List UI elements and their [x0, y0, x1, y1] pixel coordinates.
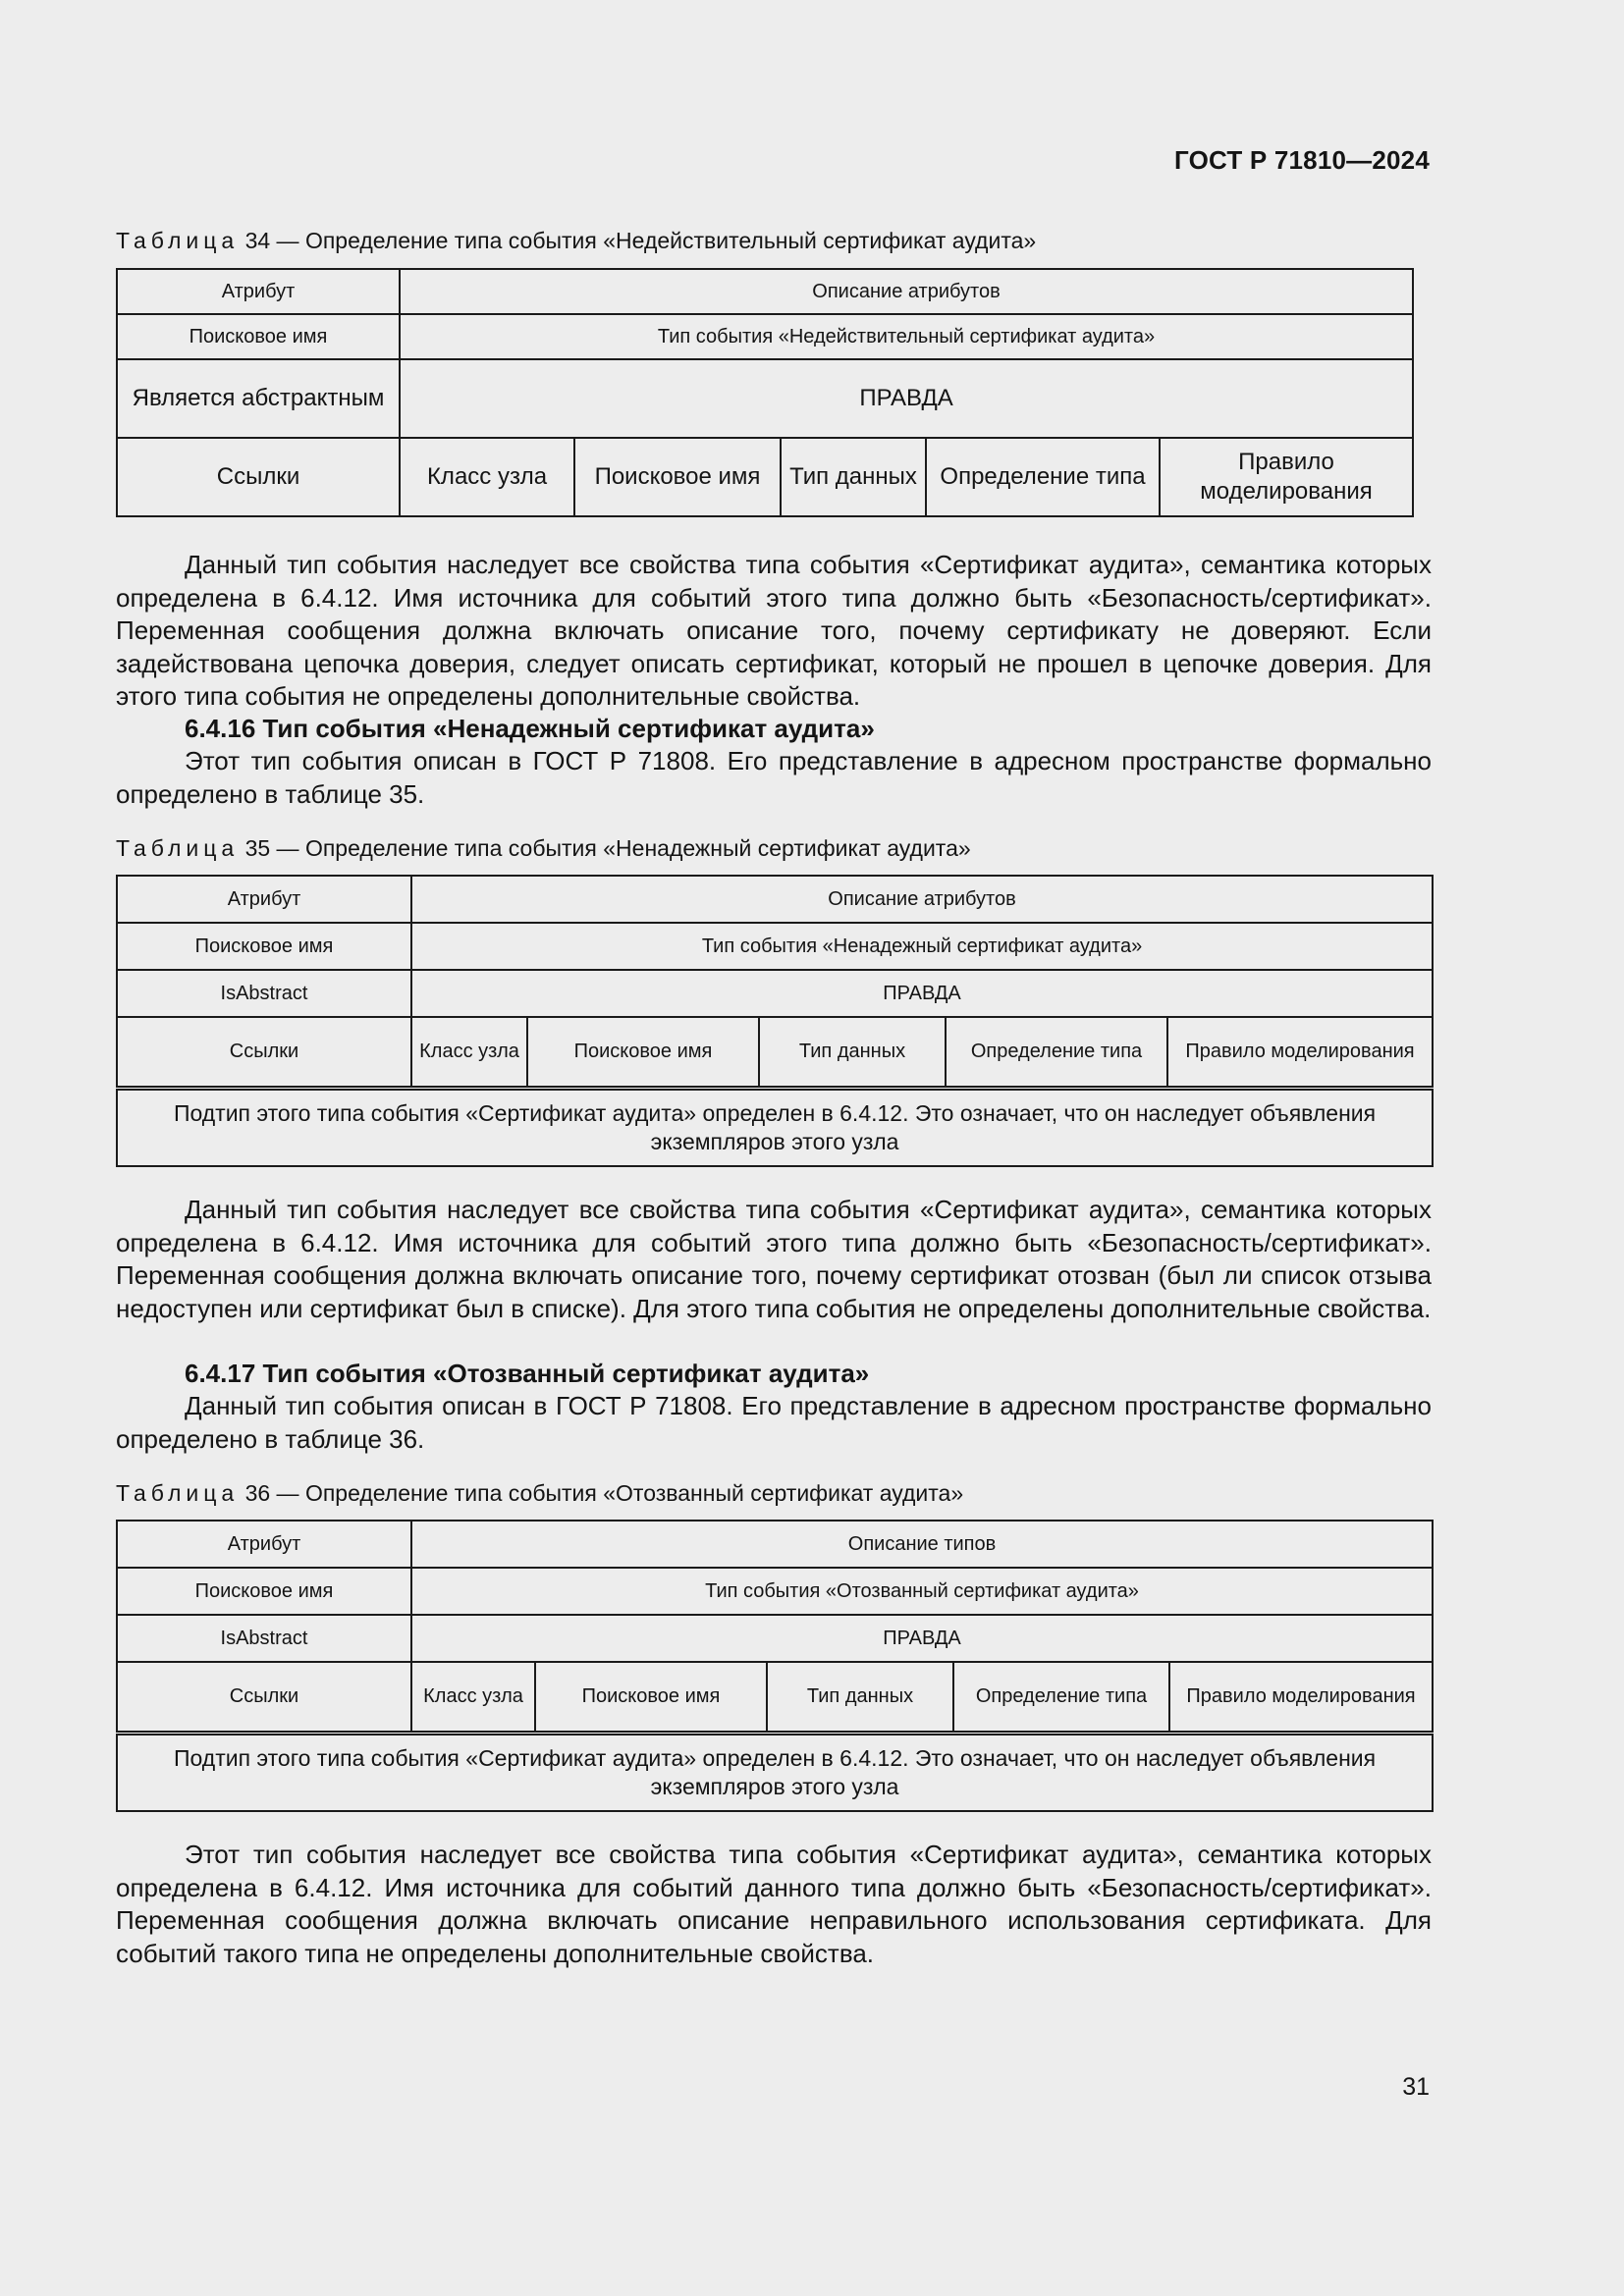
table34-ref-datatype: Тип данных	[781, 438, 926, 516]
table35-ref-nodeclass: Класс узла	[411, 1017, 527, 1088]
paragraph-2-text: Этот тип события описан в ГОСТ Р 71808. Его представление в адресном пространстве формально определено в таблице 35.	[116, 746, 1432, 809]
table36-abstract-value: ПРАВДА	[411, 1615, 1433, 1662]
table36-attr-header: Атрибут	[117, 1521, 411, 1568]
paragraph-3	[116, 1194, 1432, 1325]
table34-ref-modelling: Правило моделирования	[1160, 438, 1413, 516]
table35-caption	[116, 835, 971, 862]
table34-caption	[116, 228, 1036, 254]
table34-desc-header: Описание атрибутов	[400, 269, 1413, 314]
table35-attr-header: Атрибут	[117, 876, 411, 923]
table35-desc-header: Описание атрибутов	[411, 876, 1433, 923]
table35-caption-text: 35 — Определение типа события «Ненадежный сертификат аудита»	[244, 835, 971, 861]
table36-caption-text: 36 — Определение типа события «Отозванный сертификат аудита»	[244, 1480, 964, 1506]
table35-abstract-label: IsAbstract	[117, 970, 411, 1017]
paragraph-1-text: Данный тип события наследует все свойства типа события «Сертификат аудита», семантика которых определена в 6.4.12. Имя источника для событий этого типа должно быть «Безопасность/сертификат». Переменная сообщения должна включать описание того, почему сертификату не доверяют. Если задействована цепочка доверия, следует описать сертификат, который не прошел в цепочке доверия. Для этого типа события не определены дополнительные свойства.	[116, 550, 1432, 711]
table35-ref-modelling: Правило моделирования	[1167, 1017, 1433, 1088]
table36	[116, 1520, 1434, 1812]
table36-browse-value: Тип события «Отозванный сертификат аудита»	[411, 1568, 1433, 1615]
table35-ref-browsename: Поисковое имя	[527, 1017, 759, 1088]
table36-ref-modelling: Правило моделирования	[1169, 1662, 1433, 1733]
table36-abstract-label: IsAbstract	[117, 1615, 411, 1662]
table36-ref-typedef: Определение типа	[953, 1662, 1169, 1733]
table35-ref-datatype: Тип данных	[759, 1017, 946, 1088]
table34-abstract-label: Является абстрактным	[117, 359, 400, 438]
table34-browse-label: Поисковое имя	[117, 314, 400, 359]
table36-caption-word: Таблица	[116, 1480, 240, 1506]
table34	[116, 268, 1414, 517]
table34-browse-value: Тип события «Недействительный сертификат аудита»	[400, 314, 1413, 359]
paragraph-2	[116, 745, 1432, 811]
table35-refs-label: Ссылки	[117, 1017, 411, 1088]
table34-caption-text: 34 — Определение типа события «Недействительный сертификат аудита»	[244, 228, 1037, 253]
table35-caption-word: Таблица	[116, 835, 240, 861]
paragraph-1	[116, 549, 1432, 714]
paragraph-4	[116, 1390, 1432, 1456]
table34-caption-word: Таблица	[116, 228, 240, 253]
table36-ref-browsename: Поисковое имя	[535, 1662, 767, 1733]
table34-ref-nodeclass: Класс узла	[400, 438, 574, 516]
table35-footer-note: Подтип этого типа события «Сертификат аудита» определен в 6.4.12. Это означает, что он наследует объявления экземпляров этого узла	[117, 1088, 1433, 1166]
table34-attr-header: Атрибут	[117, 269, 400, 314]
paragraph-3-text: Данный тип события наследует все свойства типа события «Сертификат аудита», семантика которых определена в 6.4.12. Имя источника для событий этого типа должно быть «Безопасность/сертификат». Переменная сообщения должна включать описание того, почему сертификат отозван (был ли список отзыва недоступен или сертификат был в списке). Для этого типа события не определены дополнительные свойства.	[116, 1195, 1432, 1323]
paragraph-5-text: Этот тип события наследует все свойства типа события «Сертификат аудита», семантика которых определена в 6.4.12. Имя источника для событий данного типа должно быть «Безопасность/сертификат». Переменная сообщения должна включать описание неправильного использования сертификата. Для событий такого типа не определены дополнительные свойства.	[116, 1840, 1432, 1968]
table35-abstract-value: ПРАВДА	[411, 970, 1433, 1017]
paragraph-5	[116, 1839, 1432, 1970]
table35-ref-typedef: Определение типа	[946, 1017, 1167, 1088]
table34-ref-browsename: Поисковое имя	[574, 438, 781, 516]
table34-abstract-value: ПРАВДА	[400, 359, 1413, 438]
table36-ref-datatype: Тип данных	[767, 1662, 953, 1733]
table35	[116, 875, 1434, 1167]
table35-browse-value: Тип события «Ненадежный сертификат аудита»	[411, 923, 1433, 970]
table34-refs-label: Ссылки	[117, 438, 400, 516]
table36-ref-nodeclass: Класс узла	[411, 1662, 535, 1733]
table36-refs-label: Ссылки	[117, 1662, 411, 1733]
table36-browse-label: Поисковое имя	[117, 1568, 411, 1615]
table34-ref-typedef: Определение типа	[926, 438, 1160, 516]
page-number: 31	[1402, 2073, 1430, 2101]
paragraph-4-text: Данный тип события описан в ГОСТ Р 71808. Его представление в адресном пространстве формально определено в таблице 36.	[116, 1391, 1432, 1454]
section-6-4-16-heading: 6.4.16 Тип события «Ненадежный сертификат аудита»	[185, 714, 875, 743]
table36-caption	[116, 1480, 963, 1507]
section-6-4-17-heading: 6.4.17 Тип события «Отозванный сертификат аудита»	[185, 1359, 870, 1388]
standard-code: ГОСТ Р 71810—2024	[1174, 145, 1430, 175]
table36-footer-note: Подтип этого типа события «Сертификат аудита» определен в 6.4.12. Это означает, что он наследует объявления экземпляров этого узла	[117, 1733, 1433, 1811]
table35-browse-label: Поисковое имя	[117, 923, 411, 970]
table36-desc-header: Описание типов	[411, 1521, 1433, 1568]
